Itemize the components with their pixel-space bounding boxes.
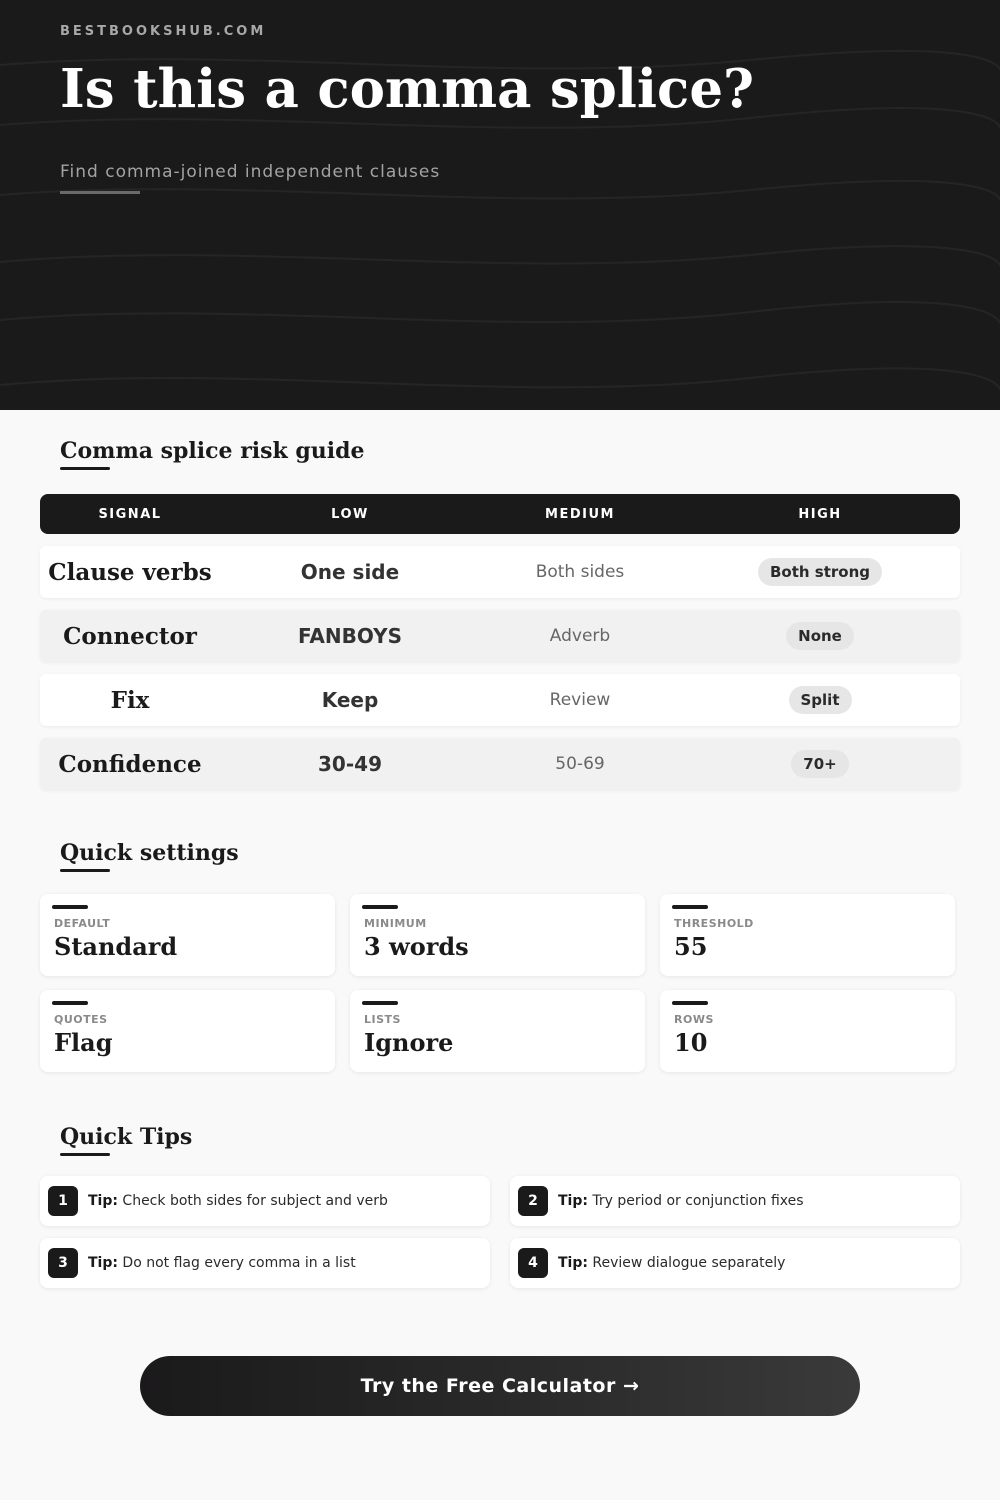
tip-prefix: Tip: — [88, 1193, 118, 1209]
guide-table-header — [40, 494, 960, 534]
low-cell: One side — [300, 560, 400, 584]
guide-section-title: Comma splice risk guide — [60, 438, 365, 464]
settings-section-title: Quick settings — [60, 840, 239, 866]
setting-value: 10 — [674, 1028, 708, 1057]
tip-prefix: Tip: — [88, 1255, 118, 1271]
setting-label: MINIMUM — [364, 917, 427, 930]
setting-card-minimum — [350, 894, 645, 976]
card-accent-bar — [672, 905, 708, 909]
card-accent-bar — [52, 1001, 88, 1005]
tip-number: 3 — [48, 1248, 78, 1278]
tips-section-underline — [60, 1153, 110, 1156]
guide-section-underline — [60, 467, 110, 470]
setting-value: 55 — [674, 932, 708, 961]
table-row — [40, 738, 960, 790]
tip-body: Check both sides for subject and verb — [122, 1193, 388, 1209]
setting-card-lists — [350, 990, 645, 1072]
high-badge: Both strong — [758, 558, 882, 586]
setting-value: 3 words — [364, 932, 469, 961]
column-header-low: LOW — [331, 507, 369, 522]
table-row — [40, 610, 960, 662]
hero-divider — [60, 191, 140, 194]
setting-card-quotes — [40, 990, 335, 1072]
tip-body: Review dialogue separately — [592, 1255, 786, 1271]
tip-text — [88, 1176, 388, 1226]
high-badge: None — [786, 622, 854, 650]
setting-value: Ignore — [364, 1028, 454, 1057]
tip-text — [88, 1238, 356, 1288]
tip-number: 2 — [518, 1186, 548, 1216]
table-row — [40, 546, 960, 598]
signal-cell: Confidence — [58, 750, 202, 778]
signal-cell: Clause verbs — [48, 558, 212, 586]
card-accent-bar — [52, 905, 88, 909]
setting-card-default — [40, 894, 335, 976]
high-cell — [700, 674, 940, 726]
tip-text — [558, 1238, 785, 1288]
setting-value: Standard — [54, 932, 178, 961]
hero-banner — [0, 0, 1000, 410]
card-accent-bar — [362, 905, 398, 909]
tip-item — [510, 1176, 960, 1226]
medium-cell: 50-69 — [555, 754, 605, 774]
table-row — [40, 674, 960, 726]
tip-body: Try period or conjunction fixes — [592, 1193, 804, 1209]
page-title: Is this a comma splice? — [60, 58, 755, 120]
setting-label: DEFAULT — [54, 917, 111, 930]
medium-cell: Adverb — [549, 626, 611, 646]
column-header-medium: MEDIUM — [545, 507, 615, 522]
setting-label: ROWS — [674, 1013, 714, 1026]
high-badge: Split — [789, 686, 852, 714]
setting-label: THRESHOLD — [674, 917, 754, 930]
tip-item — [510, 1238, 960, 1288]
card-accent-bar — [672, 1001, 708, 1005]
setting-card-threshold — [660, 894, 955, 976]
settings-section-underline — [60, 869, 110, 872]
low-cell: FANBOYS — [297, 624, 402, 648]
tip-body: Do not flag every comma in a list — [122, 1255, 356, 1271]
setting-label: LISTS — [364, 1013, 401, 1026]
column-header-signal: SIGNAL — [98, 507, 162, 522]
signal-cell: Fix — [110, 686, 150, 714]
high-cell — [700, 610, 940, 662]
medium-cell: Both sides — [535, 562, 625, 582]
tip-prefix: Tip: — [558, 1193, 588, 1209]
medium-cell: Review — [549, 690, 611, 710]
high-cell — [700, 738, 940, 790]
card-accent-bar — [362, 1001, 398, 1005]
setting-card-rows — [660, 990, 955, 1072]
high-cell — [700, 546, 940, 598]
signal-cell: Connector — [63, 622, 197, 650]
free-calculator-button[interactable]: Try the Free Calculator → — [140, 1356, 860, 1416]
tips-section-title: Quick Tips — [60, 1124, 193, 1150]
tip-number: 4 — [518, 1248, 548, 1278]
tip-item — [40, 1238, 490, 1288]
column-header-high: HIGH — [798, 507, 842, 522]
tip-prefix: Tip: — [558, 1255, 588, 1271]
tip-number: 1 — [48, 1186, 78, 1216]
setting-value: Flag — [54, 1028, 113, 1057]
low-cell: 30-49 — [318, 752, 382, 776]
tip-text — [558, 1176, 804, 1226]
high-badge: 70+ — [791, 750, 848, 778]
page-subtitle: Find comma-joined independent clauses — [60, 162, 441, 182]
setting-label: QUOTES — [54, 1013, 108, 1026]
site-name: BESTBOOKSHUB.COM — [60, 24, 267, 39]
low-cell: Keep — [321, 688, 379, 712]
tip-item — [40, 1176, 490, 1226]
